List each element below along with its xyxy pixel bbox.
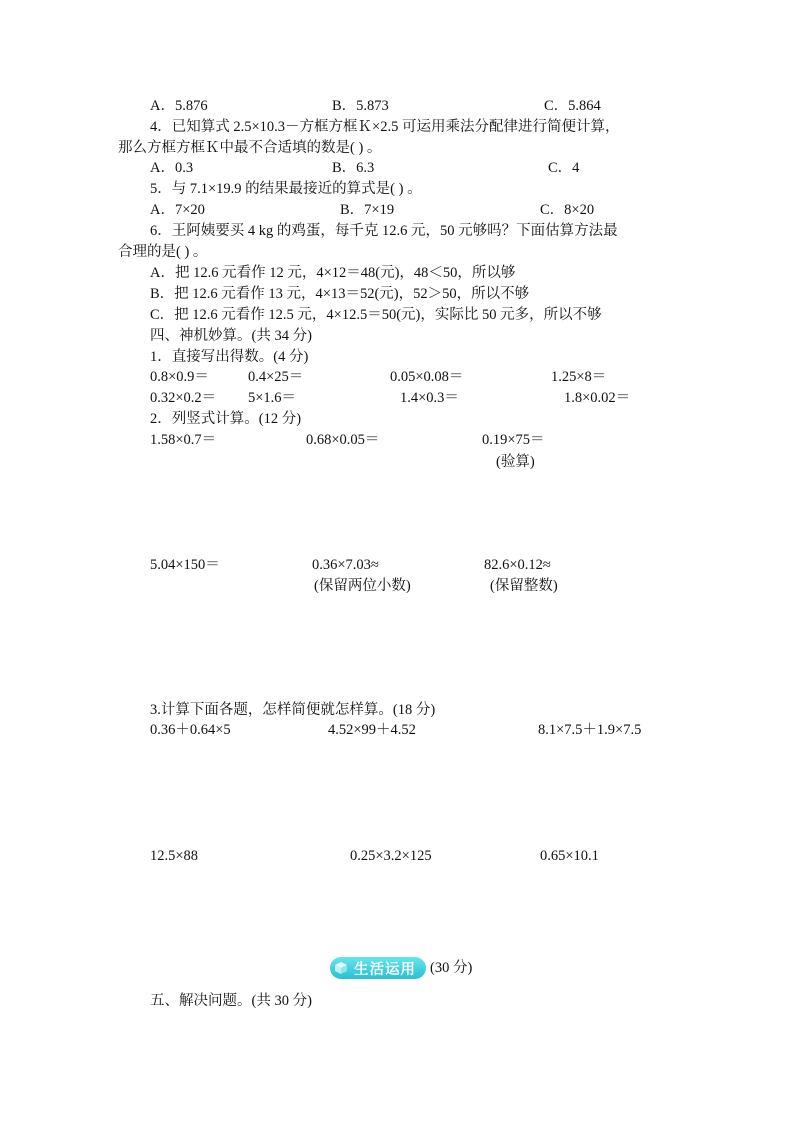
banner-pill (330, 957, 426, 979)
check-note: (验算) (496, 454, 535, 470)
q6-option-c: C．把 12.6 元看作 12.5 元，4×12.5＝50(元)，实际比 50 元多，所以不够 (150, 307, 602, 323)
simplify-calc-item: 4.52×99＋4.52 (328, 722, 416, 738)
simplify-calc-item: 0.65×10.1 (540, 848, 599, 864)
oral-calc-item: 0.4×25＝ (248, 369, 304, 385)
cube-icon (334, 961, 348, 975)
vertical-calc-item: 0.68×0.05＝ (306, 432, 380, 448)
q3-option-b: B．5.873 (332, 98, 389, 114)
banner-score: (30 分) (430, 960, 473, 976)
oral-calc-item: 0.32×0.2＝ (150, 390, 217, 406)
simplify-calc-item: 8.1×7.5＋1.9×7.5 (538, 722, 642, 738)
q5-option-b: B．7×19 (340, 202, 395, 218)
q3-option-a: A．5.876 (150, 98, 208, 114)
q4-option-c: C．4 (548, 160, 580, 176)
part4-sub2-title: 2．列竖式计算。(12 分) (150, 411, 302, 427)
vertical-calc-item: 82.6×0.12≈ (484, 557, 551, 573)
simplify-calc-item: 0.25×3.2×125 (350, 848, 432, 864)
part5-title: 五、解决问题。(共 30 分) (150, 993, 312, 1009)
section-banner (330, 957, 472, 979)
oral-calc-item: 1.25×8＝ (551, 369, 607, 385)
q4-line2: 那么方框方框Ｋ中最不合适填的数是( ) 。 (118, 140, 382, 156)
q6-option-b: B．把 12.6 元看作 13 元，4×13＝52(元)，52＞50，所以不够 (150, 286, 530, 302)
round-note: (保留两位小数) (314, 578, 411, 594)
vertical-calc-item: 5.04×150＝ (150, 557, 220, 573)
q3-option-c: C．5.864 (544, 98, 601, 114)
q6-line2: 合理的是( ) 。 (118, 244, 208, 260)
simplify-calc-item: 0.36＋0.64×5 (150, 722, 231, 738)
q5-line1: 5．与 7.1×19.9 的结果最接近的算式是( ) 。 (150, 181, 422, 197)
q5-option-c: C．8×20 (540, 202, 595, 218)
banner-label: 生活运用 (354, 961, 416, 978)
q6-option-a: A．把 12.6 元看作 12 元，4×12＝48(元)，48＜50，所以够 (150, 265, 516, 281)
part4-sub1-title: 1．直接写出得数。(4 分) (150, 349, 309, 365)
oral-calc-item: 1.8×0.02＝ (564, 390, 631, 406)
simplify-calc-item: 12.5×88 (150, 848, 199, 864)
q5-option-a: A．7×20 (150, 202, 205, 218)
q4-option-a: A．0.3 (150, 160, 194, 176)
oral-calc-item: 0.05×0.08＝ (390, 369, 464, 385)
q4-option-b: B．6.3 (332, 160, 375, 176)
round-note: (保留整数) (490, 578, 558, 594)
part4-title: 四、神机妙算。(共 34 分) (150, 328, 312, 344)
q6-line1: 6．王阿姨要买 4 kg 的鸡蛋，每千克 12.6 元，50 元够吗？下面估算方法最 (150, 223, 618, 239)
q4-line1: 4．已知算式 2.5×10.3－方框方框Ｋ×2.5 可运用乘法分配律进行简便计算， (150, 119, 620, 135)
oral-calc-item: 1.4×0.3＝ (400, 390, 459, 406)
oral-calc-item: 5×1.6＝ (248, 390, 297, 406)
part4-sub3-title: 3.计算下面各题，怎样简便就怎样算。(18 分) (150, 702, 436, 718)
vertical-calc-item: 1.58×0.7＝ (150, 432, 217, 448)
vertical-calc-item: 0.36×7.03≈ (312, 557, 379, 573)
oral-calc-item: 0.8×0.9＝ (150, 369, 209, 385)
vertical-calc-item: 0.19×75＝ (482, 432, 545, 448)
